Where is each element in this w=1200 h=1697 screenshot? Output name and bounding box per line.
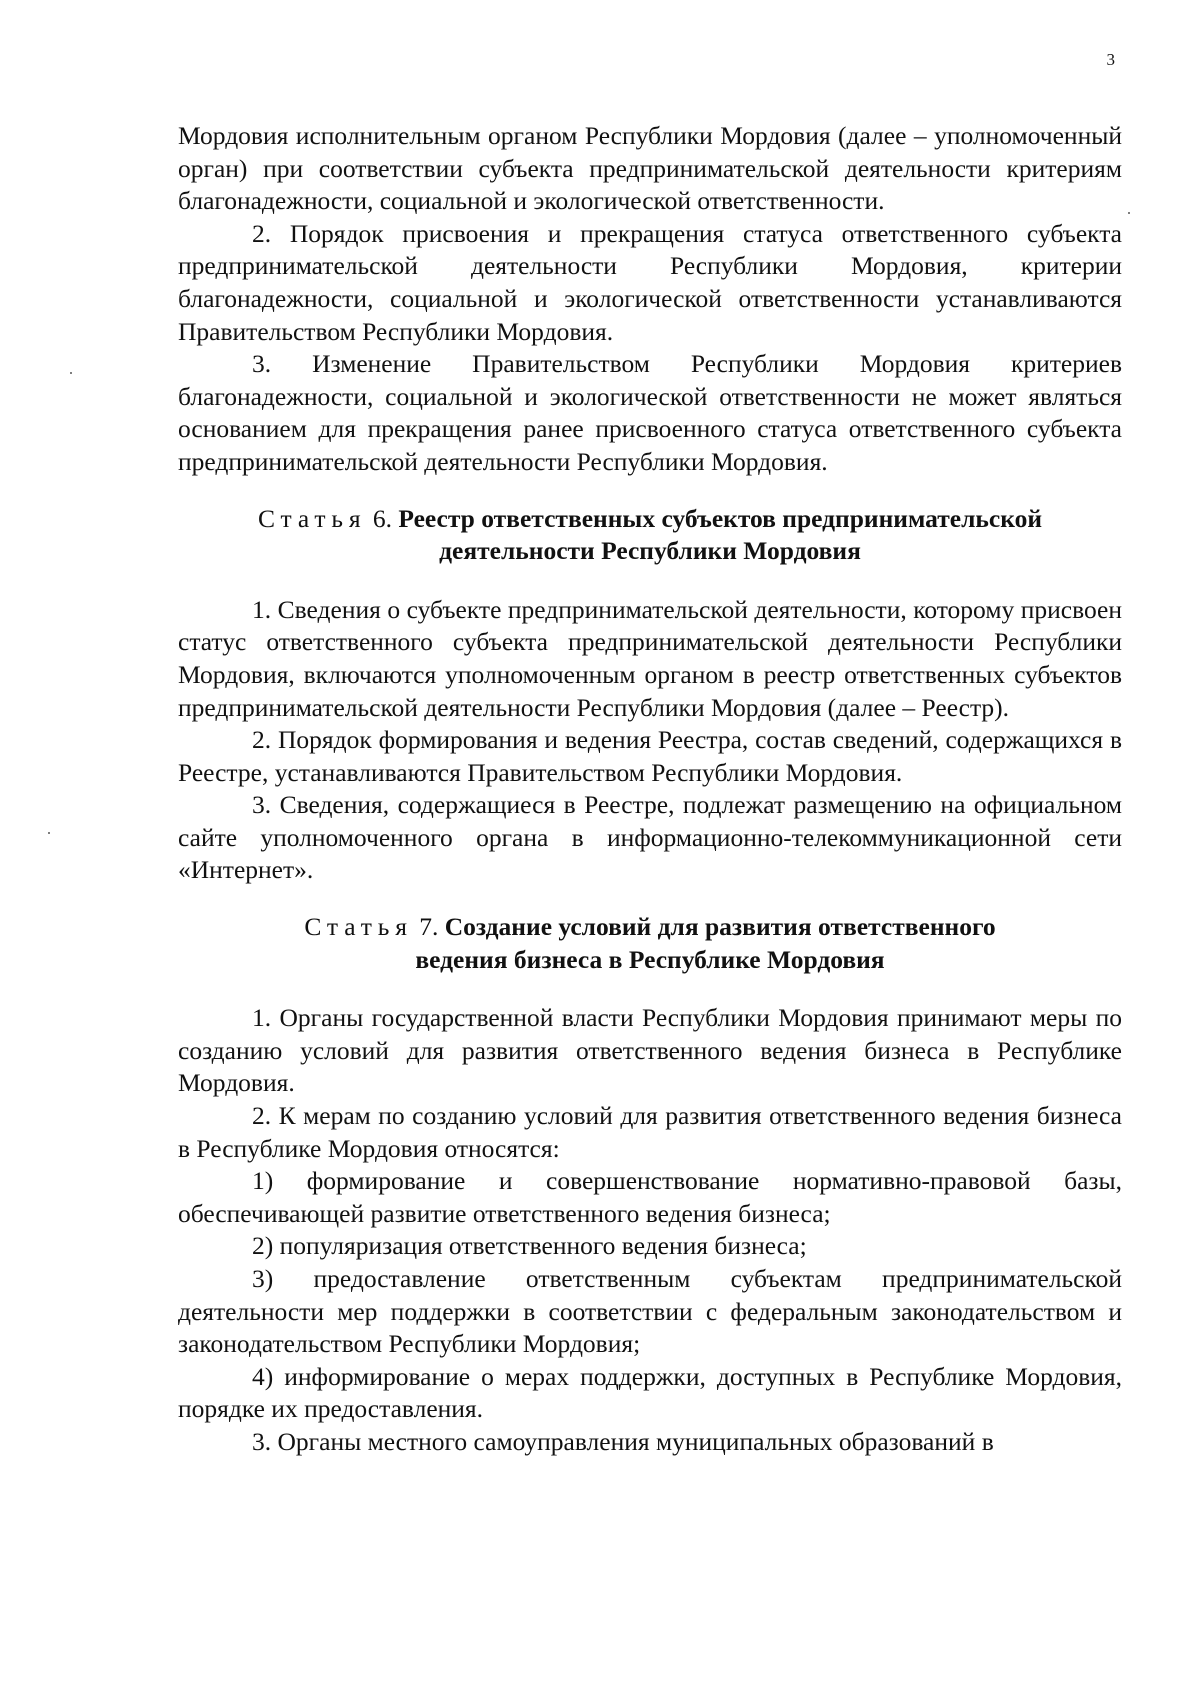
list-item: 3) предоставление ответственным субъектам предпринимательской деятельности мер поддержки в соответствии с федеральным законодательством и законодательством Республики Мордовия;	[178, 1264, 1122, 1359]
article-title: Реестр ответственных субъектов предпринимательской	[398, 503, 1043, 533]
list-item: 2) популяризация ответственного ведения бизнеса;	[252, 1231, 807, 1261]
paragraph: 3. Изменение Правительством Республики Мордовия критериев благонадежности, социальной и экологической ответственности не может являться основанием для прекращения ранее присвоенного статуса ответственного субъекта предпринимательской деятельности Республики Мордовия.	[178, 349, 1122, 476]
paragraph: 2. К мерам по созданию условий для развития ответственного ведения бизнеса в Республике Мордовия относятся:	[178, 1101, 1122, 1163]
paragraph: 3. Сведения, содержащиеся в Реестре, подлежат размещению на официальном сайте уполномоченного органа в информационно-телекоммуникационной сети «Интернет».	[178, 790, 1122, 885]
article-label: Статья	[304, 912, 413, 942]
paragraph: 1. Органы государственной власти Республики Мордовия принимают меры по созданию условий для развития ответственного ведения бизнеса в Республике Мордовия.	[178, 1003, 1122, 1098]
paragraph: Мордовия исполнительным органом Республики Мордовия (далее – уполномоченный орган) при соответствии субъекта предпринимательской деятельности критериям благонадежности, социальной и экологической ответственности.	[178, 121, 1122, 216]
scan-speck	[48, 832, 50, 834]
article-label: Статья	[257, 503, 367, 533]
page-number: 3	[1106, 50, 1115, 69]
scan-speck	[1128, 212, 1130, 214]
paragraph: 2. Порядок формирования и ведения Реестра, состав сведений, содержащихся в Реестре, устанавливаются Правительством Республики Мордовия.	[178, 725, 1122, 787]
article-7-heading	[178, 911, 1122, 976]
scan-speck	[70, 372, 72, 374]
paragraph: 1. Сведения о субъекте предпринимательской деятельности, которому присвоен статус ответственного субъекта предпринимательской деятельности Республики Мордовия, включаются уполномоченным органом в реестр ответственных субъектов предпринимательской деятельности Республики Мордовия (далее – Реестр).	[178, 594, 1122, 722]
list-item: 4) информирование о мерах поддержки, доступных в Республике Мордовия, порядке их предоставления.	[178, 1361, 1122, 1424]
article-number: 6.	[372, 503, 392, 533]
document-body	[178, 120, 1122, 1459]
list-item: 1) формирование и совершенствование нормативно-правовой базы, обеспечивающей развитие ответственного ведения бизнеса;	[178, 1166, 1122, 1228]
paragraph: 3. Органы местного самоуправления муниципальных образований в	[252, 1426, 994, 1456]
article-number: 7.	[419, 912, 439, 942]
article-title: Создание условий для развития ответственного	[444, 912, 996, 942]
article-title: ведения бизнеса в Республике Мордовия	[415, 944, 885, 974]
article-6-heading	[178, 503, 1122, 568]
article-title: деятельности Республики Мордовия	[439, 536, 861, 566]
paragraph: 2. Порядок присвоения и прекращения статуса ответственного субъекта предпринимательской деятельности Республики Мордовия, критерии благонадежности, социальной и экологической ответственности устанавливаются Правительством Республики Мордовия.	[178, 218, 1122, 346]
